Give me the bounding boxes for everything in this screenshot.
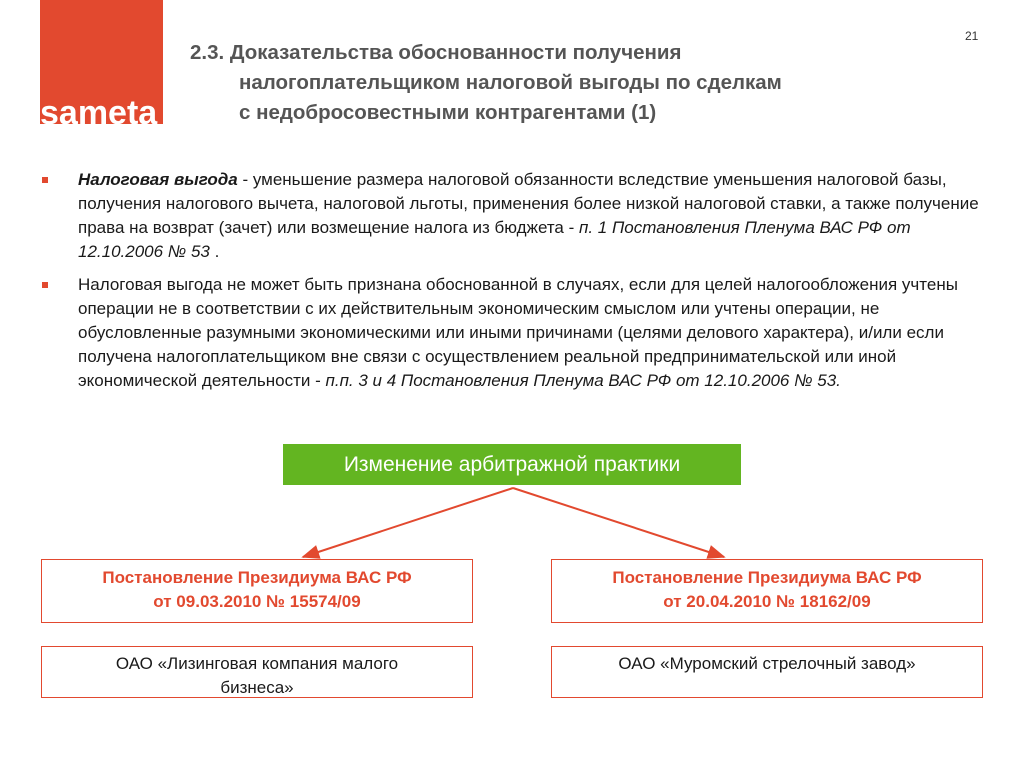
arrow-right [513,488,724,557]
slide-title-line-1: 2.3. Доказательства обоснованности получения [190,41,682,64]
practice-change-header: Изменение арбитражной практики [283,444,741,485]
resolution-box-left [41,559,473,623]
resolution-box-right [551,559,983,623]
slide-title-line-2: налогоплательщиком налоговой выгоды по сделкам [239,71,782,94]
resolution-left-line-2: от 09.03.2010 № 15574/09 [153,592,361,611]
bullet-tail: . [209,242,220,261]
resolution-left-line-1: Постановление Президиума ВАС РФ [102,568,412,587]
bullet-reference: п.п. 3 и 4 Постановления Пленума ВАС РФ от 12.10.2006 № 53. [325,371,841,390]
slide-title-line-3: с недобросовестными контрагентами (1) [239,101,657,124]
resolution-right-line-1: Постановление Президиума ВАС РФ [612,568,922,587]
logo-text: sameta [40,94,158,124]
bullet-text: Налоговая выгода не может быть признана обоснованной в случаях, если для целей налогообложения учтены операции не в соответствии с их действительным экономическим смыслом или учтены операции, не обусловленные разумными экономическими или иными причинами (целями делового характера), и/или если получена налогоплательщиком вне связи с осуществлением реальной предпринимательской или иной экономической деятельности - [78,275,958,390]
company-left-name: ОАО «Лизинговая компания малого бизнеса» [115,654,399,697]
company-box-right [551,646,983,698]
company-box-left [41,646,473,698]
arrow-left [303,488,513,557]
company-right-name: ОАО «Муромский стрелочный завод» [618,654,916,673]
page-number: 21 [965,29,979,43]
bullet-term: Налоговая выгода [78,170,238,189]
resolution-right-line-2: от 20.04.2010 № 18162/09 [663,592,871,611]
bullet-reference: п. 1 Постановления Пленума ВАС РФ от 12.10.2006 № 53 [78,218,911,261]
bullet-text: - уменьшение размера налоговой обязанности вследствие уменьшения налоговой базы, получения налогового вычета, налоговой льготы, применения более низкой налоговой ставки, а также получение права на возврат (зачет) или возмещение налога из бюджета - [78,170,979,237]
